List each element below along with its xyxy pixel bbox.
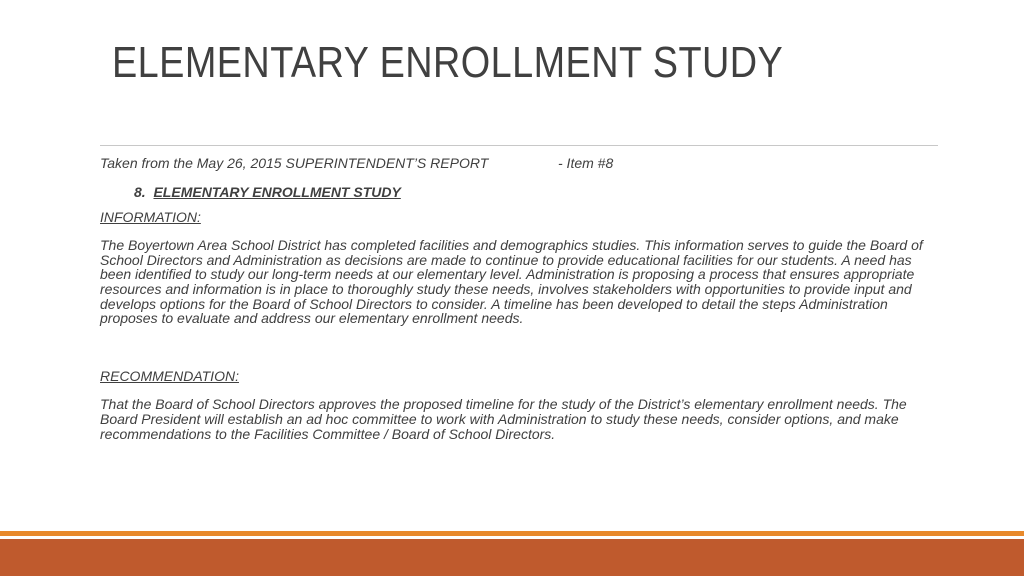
item-heading [100,185,940,200]
slide-title: ELEMENTARY ENROLLMENT STUDY [112,38,784,87]
source-text: Taken from the May 26, 2015 SUPERINTENDENT’S REPORT [100,155,489,171]
title-divider [100,145,938,146]
recommendation-text: That the Board of School Directors approves the proposed timeline for the study of the District’s elementary enrollment needs. The Board President will establish an ad hoc committee to work with Administration to study these needs, consider options, and make recommendations to the Facilities Committee / Board of School Directors. [100,396,907,442]
source-item-number: - Item #8 [558,155,614,171]
footer-accent-line [0,531,1024,536]
item-number: 8. [134,184,146,200]
information-label: INFORMATION: [100,208,201,225]
slide-body [100,156,940,441]
item-title: ELEMENTARY ENROLLMENT STUDY [153,184,401,200]
information-text: The Boyertown Area School District has completed facilities and demographics studies. This information serves to guide the Board of School Directors and Administration as decisions are made to continue to provide educational facilities for our students. A need has been identified to study our long-term needs at our elementary level. Administration is proposing a process that ensures appropriate resources and information is in place to thoroughly study these needs, involves stakeholders with opportunities to provide input and develops options for the Board of School Directors to consider. A timeline has been developed to detail the steps Administration proposes to evaluate and address our elementary enrollment needs. [100,237,923,327]
source-line [100,156,940,174]
recommendation-label: RECOMMENDATION: [100,367,239,384]
footer-accent-band [0,539,1024,576]
